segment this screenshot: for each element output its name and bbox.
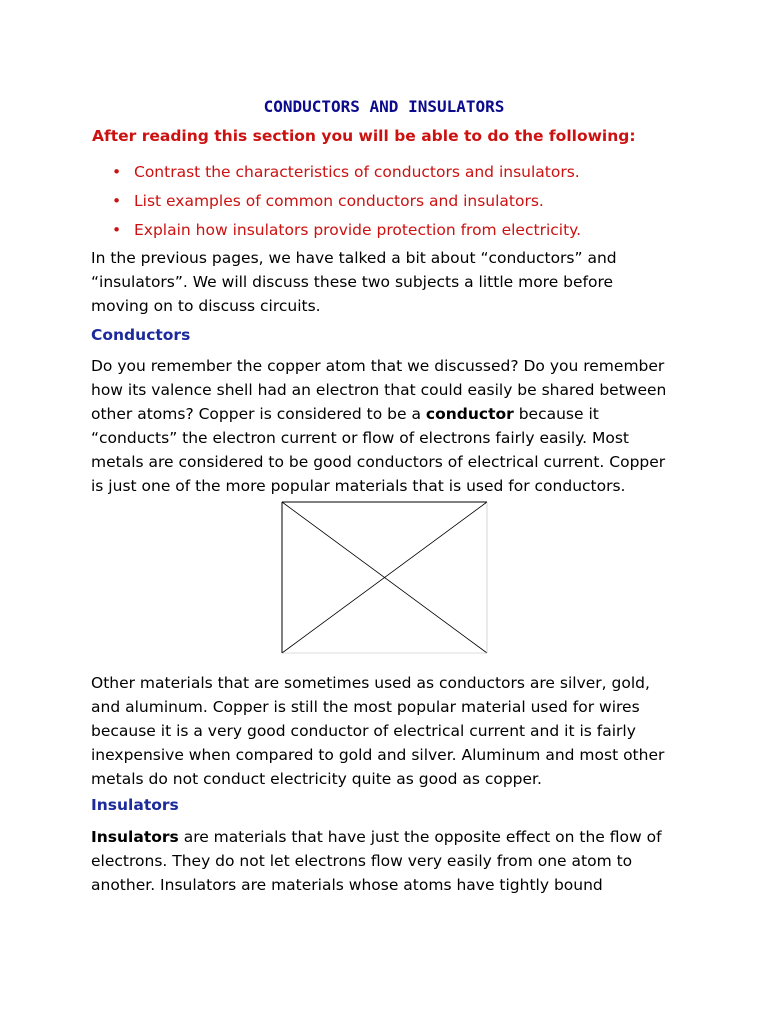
- objectives-heading: After reading this section you will be able to do the following:: [92, 127, 636, 145]
- text-line: Other materials that are sometimes used as conductors are silver, gold,: [91, 674, 650, 692]
- text-line: [91, 402, 691, 426]
- text-line: and aluminum. Copper is still the most popular material used for wires: [91, 698, 640, 716]
- text-fragment: because it: [513, 405, 599, 423]
- image-placeholder-graphic: [281, 501, 488, 654]
- bullet-icon: •: [112, 221, 122, 239]
- objective-text: List examples of common conductors and insulators.: [134, 192, 544, 210]
- list-item: [92, 187, 581, 216]
- text-fragment: are materials that have just the opposite effect on the flow of: [178, 828, 662, 846]
- text-line: Do you remember the copper atom that we discussed? Do you remember: [91, 357, 665, 375]
- text-line: “insulators”. We will discuss these two subjects a little more before: [91, 273, 614, 291]
- text-line: electrons. They do not let electrons flow very easily from one atom to: [91, 852, 633, 870]
- insulators-term: Insulators: [91, 828, 179, 846]
- text-line: [91, 825, 691, 849]
- text-line: “conducts” the electron current or flow of electrons fairly easily. Most: [91, 429, 630, 447]
- text-line: because it is a very good conductor of electrical current and it is fairly: [91, 722, 636, 740]
- bullet-icon: •: [112, 192, 122, 210]
- text-line: inexpensive when compared to gold and silver. Aluminum and most other: [91, 746, 665, 764]
- bullet-icon: •: [112, 163, 122, 181]
- intro-paragraph: [91, 246, 691, 318]
- text-line: another. Insulators are materials whose atoms have tightly bound: [91, 876, 603, 894]
- text-line: is just one of the more popular materials that is used for conductors.: [91, 477, 626, 495]
- text-line: moving on to discuss circuits.: [91, 297, 321, 315]
- list-item: [92, 216, 581, 245]
- text-fragment: other atoms? Copper is considered to be a: [91, 405, 426, 423]
- text-line: how its valence shell had an electron that could easily be shared between: [91, 381, 667, 399]
- list-item: [92, 158, 581, 187]
- conductor-term: conductor: [425, 405, 514, 423]
- objective-text: Contrast the characteristics of conductors and insulators.: [134, 163, 580, 181]
- conductors-materials-paragraph: [91, 671, 691, 791]
- text-line: In the previous pages, we have talked a bit about “conductors” and: [91, 249, 617, 267]
- text-line: metals are considered to be good conductors of electrical current. Copper: [91, 453, 666, 471]
- conductors-heading: Conductors: [91, 326, 191, 344]
- conductors-paragraph: [91, 354, 691, 498]
- insulators-heading: Insulators: [91, 796, 179, 814]
- objectives-list: [92, 158, 581, 245]
- objective-text: Explain how insulators provide protection from electricity.: [134, 221, 582, 239]
- insulators-paragraph: [91, 825, 691, 897]
- missing-image-placeholder-icon: [281, 501, 488, 654]
- page-title: CONDUCTORS AND INSULATORS: [263, 97, 505, 116]
- text-line: metals do not conduct electricity quite as good as copper.: [91, 770, 542, 788]
